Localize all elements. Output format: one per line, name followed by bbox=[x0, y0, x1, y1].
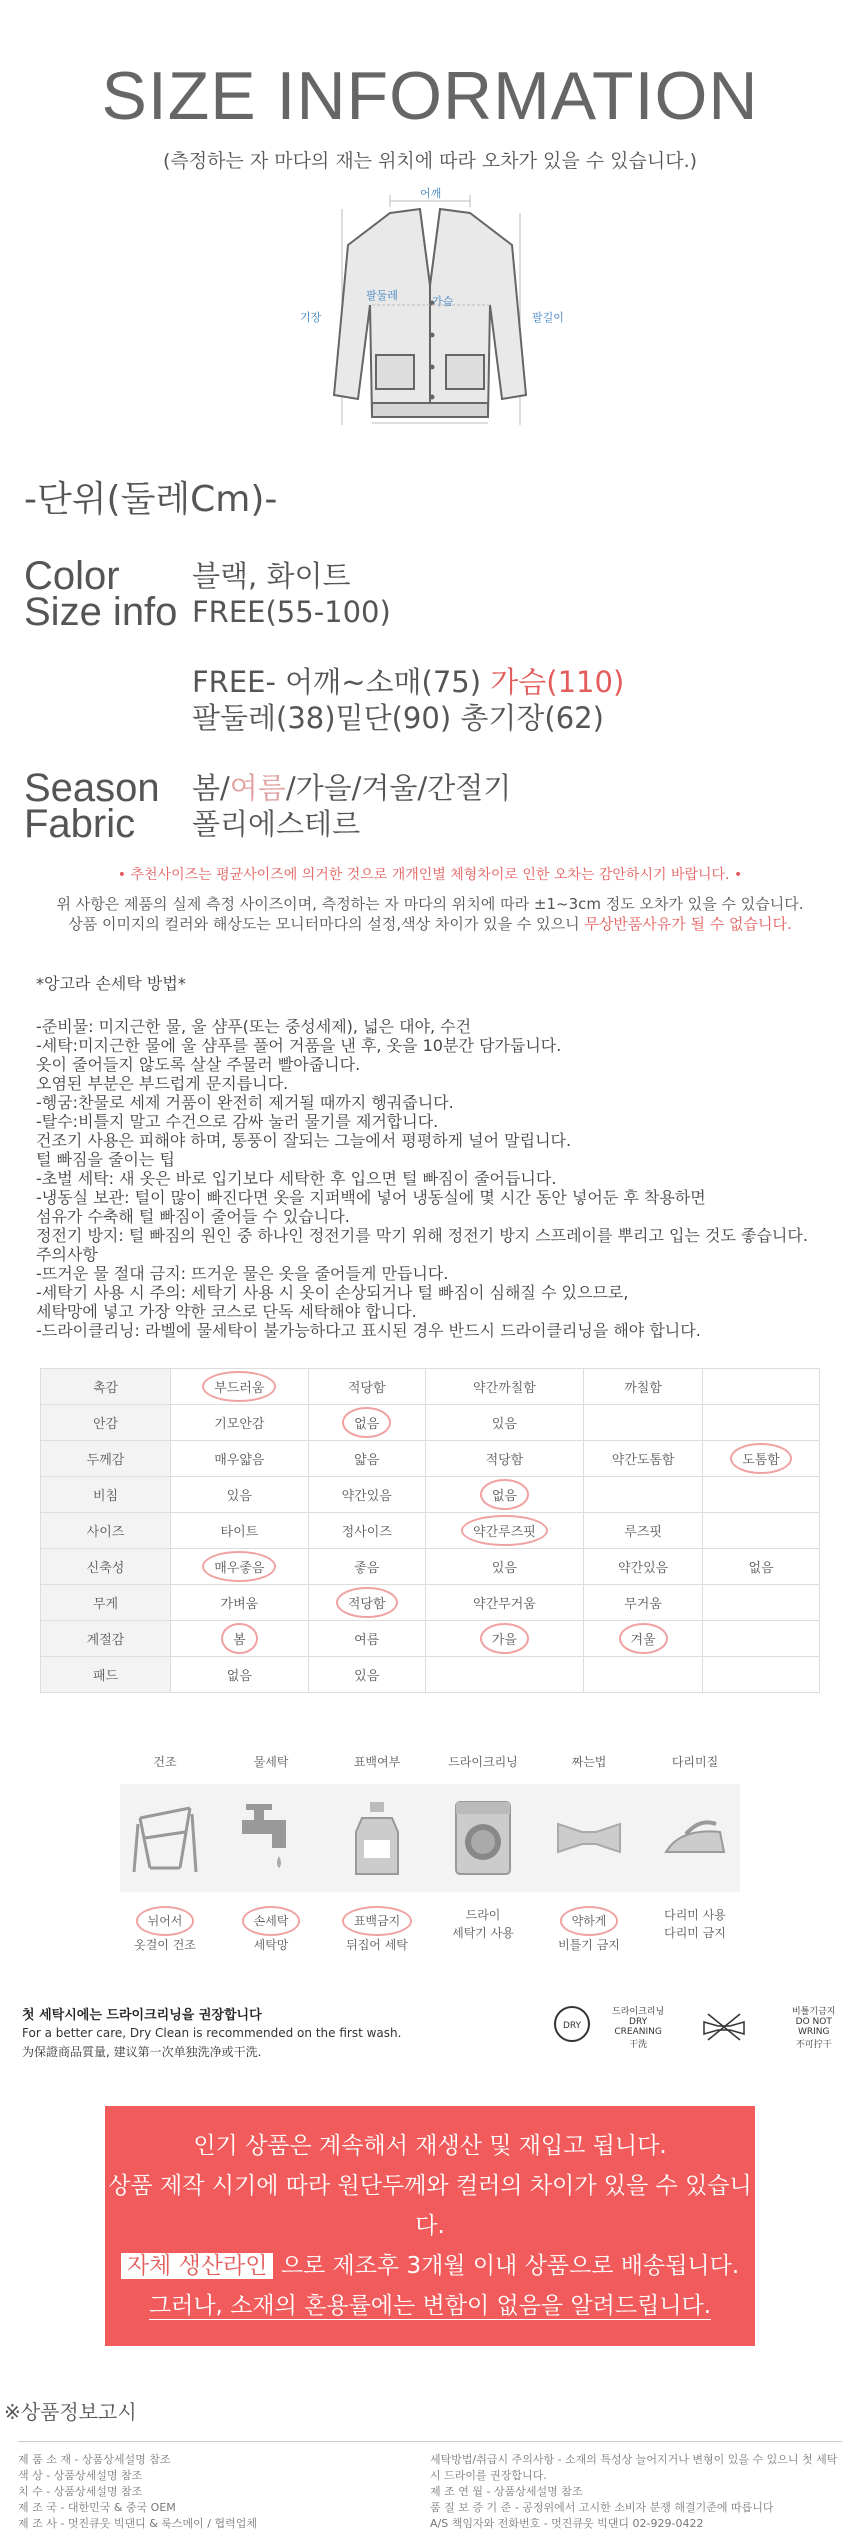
wash-line: 정전기 방지: 털 빠짐의 원인 중 하나인 정전기를 막기 위해 정전기 방지 스프레이를 뿌리고 입는 것도 좋습니다. bbox=[36, 1226, 808, 1245]
cardigan-size-diagram bbox=[280, 185, 580, 445]
product-info-table bbox=[18, 2441, 842, 2542]
info-line: 품 질 보 증 기 준 - 공정위에서 고시한 소비자 분쟁 해결기준에 따릅니다 bbox=[430, 2501, 774, 2514]
table-row bbox=[41, 1585, 820, 1621]
table-cell bbox=[308, 1657, 425, 1693]
table-cell bbox=[308, 1621, 425, 1657]
care-label: 짜는법 bbox=[571, 1755, 607, 1769]
row-label: 두께감 bbox=[41, 1441, 171, 1477]
drying-rack-icon bbox=[120, 1792, 210, 1884]
restock-highlight: 자체 생산라인 bbox=[121, 2253, 274, 2279]
fabric-value: 폴리에스테르 bbox=[192, 807, 361, 841]
info-line: 제 품 소 재 - 상품상세설명 참조 bbox=[18, 2453, 171, 2466]
selected-option: 봄 bbox=[221, 1623, 258, 1654]
table-cell bbox=[171, 1549, 309, 1585]
dry-clean-notice bbox=[22, 2004, 860, 2066]
care-option-text: 비틀기 금지 bbox=[558, 1938, 620, 1952]
size-key: Size info bbox=[24, 590, 178, 634]
spec-measure bbox=[24, 664, 860, 736]
size-notice-red: • 추천사이즈는 평균사이즈에 의거한 것으로 개개인별 체형차이로 인한 오차는 감안하시기 바랍니다. • bbox=[117, 867, 743, 883]
table-row bbox=[41, 1549, 820, 1585]
wash-line: 오염된 부분은 부드럽게 문지릅니다. bbox=[36, 1074, 289, 1093]
info-line: 세탁방법/취급시 주의사항 - 소재의 특성상 늘어지거나 변형이 있을 수 있으니 첫 세탁시 드라이를 권장합니다. bbox=[430, 2453, 838, 2482]
table-cell bbox=[584, 1405, 703, 1441]
spec-color bbox=[24, 554, 860, 598]
chest-label: 가슴 bbox=[432, 295, 454, 308]
row-label: 촉감 bbox=[41, 1369, 171, 1405]
care-label: 다리미질 bbox=[671, 1755, 719, 1769]
restock-notice bbox=[105, 2106, 755, 2346]
table-cell bbox=[308, 1477, 425, 1513]
restock-line1: 인기 상품은 계속해서 재생산 및 재입고 됩니다. bbox=[193, 2133, 667, 2159]
table-cell bbox=[425, 1549, 584, 1585]
care-option-text: 세탁기 사용 bbox=[452, 1926, 514, 1940]
table-cell bbox=[171, 1477, 309, 1513]
care-label: 드라이크리닝 bbox=[448, 1755, 518, 1769]
wring-label-4: 不可拧干 bbox=[795, 2040, 832, 2050]
wash-line: -뜨거운 물 절대 금지: 뜨거운 물은 옷을 줄어들게 만듭니다. bbox=[36, 1264, 449, 1283]
selected-option: 적당함 bbox=[336, 1587, 398, 1618]
row-label: 패드 bbox=[41, 1657, 171, 1693]
season-summer: 여름 bbox=[229, 771, 286, 805]
measure-line2: 팔둘레(38)밑단(90) 총기장(62) bbox=[192, 701, 604, 735]
shoulder-label: 어깨 bbox=[420, 187, 442, 200]
armhole-label: 팔둘레 bbox=[366, 289, 398, 302]
table-cell bbox=[425, 1513, 584, 1549]
selected-option: 매우좋음 bbox=[202, 1551, 276, 1582]
iron-icon bbox=[650, 1792, 740, 1884]
care-option-text: 다리미 사용 bbox=[664, 1908, 726, 1922]
table-cell bbox=[171, 1441, 309, 1477]
dry-clean-chinese: 为保證商品質量, 建议第一次单独洗净或干洗. bbox=[22, 2045, 262, 2059]
care-option bbox=[120, 1906, 210, 1954]
selected-option: 부드러움 bbox=[202, 1371, 276, 1402]
product-info-left bbox=[18, 2452, 430, 2532]
spec-season bbox=[24, 766, 860, 810]
care-option bbox=[226, 1906, 316, 1954]
wash-line: -드라이클리닝: 라벨에 물세탁이 불가능하다고 표시된 경우 반드시 드라이클리닝을 해야 합니다. bbox=[36, 1321, 701, 1340]
option: 약간있음 bbox=[617, 1561, 669, 1576]
table-cell bbox=[584, 1549, 703, 1585]
care-option-text: 세탁망 bbox=[253, 1938, 289, 1952]
table-cell bbox=[703, 1441, 820, 1477]
wash-line: 건조기 사용은 피해야 하며, 통풍이 잘되는 그늘에서 평평하게 널어 말립니다. bbox=[36, 1131, 572, 1150]
option: 루즈핏 bbox=[624, 1525, 662, 1540]
wash-line: 옷이 줄어들지 않도록 살살 주물러 빨아줍니다. bbox=[36, 1055, 361, 1074]
table-cell bbox=[425, 1477, 584, 1513]
row-label: 계절감 bbox=[41, 1621, 171, 1657]
table-row bbox=[41, 1513, 820, 1549]
notice-line2: 상품 이미지의 컬러와 해상도는 모니터마다의 설정,색상 차이가 있을 수 있으니 bbox=[68, 915, 585, 933]
wash-line: 털 빠짐을 줄이는 팁 bbox=[36, 1150, 175, 1169]
dry-circle-text: DRY bbox=[562, 2021, 582, 2031]
table-cell bbox=[171, 1657, 309, 1693]
table-cell bbox=[425, 1405, 584, 1441]
color-value: 블랙, 화이트 bbox=[192, 559, 351, 593]
care-option bbox=[332, 1906, 422, 1954]
selected-option: 도톰함 bbox=[730, 1443, 792, 1474]
care-icons bbox=[120, 1784, 740, 1892]
product-info-title: ※상품정보고시 bbox=[4, 2400, 137, 2424]
dry-clean-title: 첫 세탁시에는 드라이크리닝을 권장합니다 bbox=[22, 2008, 262, 2023]
table-cell bbox=[703, 1621, 820, 1657]
info-line: 색 상 - 상품상세설명 참조 bbox=[18, 2469, 143, 2482]
info-line: A/S 책임자와 전화번호 - 멋진큐웃 빅댄디 02-929-0422 bbox=[430, 2517, 704, 2530]
table-cell bbox=[425, 1585, 584, 1621]
restock-line4: 그러나, 소재의 혼용률에는 변함이 없음을 알려드립니다. bbox=[148, 2293, 712, 2319]
row-label: 무게 bbox=[41, 1585, 171, 1621]
wash-line: -헹굼:찬물로 세제 거품이 완전히 제거될 때까지 헹궈줍니다. bbox=[36, 1093, 454, 1112]
page-title: SIZE INFORMATION bbox=[101, 58, 759, 134]
care-option-text: 다리미 금지 bbox=[664, 1926, 726, 1940]
washing-machine-icon bbox=[438, 1792, 528, 1884]
option: 적당함 bbox=[485, 1453, 524, 1468]
care-option-text: 손세탁 bbox=[226, 1906, 316, 1936]
wring-label-3: WRING bbox=[797, 2027, 830, 2037]
wash-instructions bbox=[36, 974, 860, 1340]
size-value: FREE(55-100) bbox=[192, 595, 391, 629]
table-cell bbox=[308, 1585, 425, 1621]
table-row bbox=[41, 1621, 820, 1657]
option: 타이트 bbox=[220, 1525, 259, 1540]
selected-option: 없음 bbox=[342, 1407, 391, 1438]
option: 약간까칠함 bbox=[473, 1381, 536, 1396]
option: 있음 bbox=[354, 1669, 380, 1684]
table-cell bbox=[171, 1405, 309, 1441]
table-cell bbox=[584, 1585, 703, 1621]
wash-line: -준비물: 미지근한 물, 울 샴푸(또는 중성세제), 넓은 대야, 수건 bbox=[36, 1017, 472, 1036]
wash-line: -세탁기 사용 시 주의: 세탁기 사용 시 옷이 손상되거나 털 빠짐이 심해질 수 있으므로, bbox=[36, 1283, 629, 1302]
measure-line1: FREE- 어깨~소매(75) bbox=[192, 665, 491, 699]
table-cell bbox=[584, 1513, 703, 1549]
table-cell bbox=[703, 1369, 820, 1405]
option: 약간도톰함 bbox=[611, 1453, 675, 1468]
care-option bbox=[650, 1906, 740, 1954]
table-cell bbox=[584, 1369, 703, 1405]
option: 얇음 bbox=[354, 1453, 380, 1468]
wash-line: 섬유가 수축해 털 빠짐이 줄어들 수 있습니다. bbox=[36, 1207, 350, 1226]
table-cell bbox=[703, 1657, 820, 1693]
size-notice bbox=[0, 894, 860, 934]
table-row bbox=[41, 1657, 820, 1693]
selected-option: 없음 bbox=[480, 1479, 529, 1510]
product-info-right bbox=[430, 2452, 842, 2532]
selected-option: 약간루즈핏 bbox=[461, 1515, 548, 1546]
season-key: Season bbox=[24, 766, 160, 810]
table-row bbox=[41, 1369, 820, 1405]
table-cell bbox=[703, 1513, 820, 1549]
dry-clean-english: For a better care, Dry Clean is recommended on the first wash. bbox=[22, 2026, 402, 2040]
page-subtitle: (측정하는 자 마다의 재는 위치에 따라 오차가 있을 수 있습니다.) bbox=[162, 150, 698, 172]
table-cell bbox=[425, 1657, 584, 1693]
care-option bbox=[544, 1906, 634, 1954]
row-label: 사이즈 bbox=[41, 1513, 171, 1549]
care-option-text: 뒤집어 세탁 bbox=[346, 1938, 408, 1952]
care-options bbox=[120, 1906, 740, 1954]
length-label: 기장 bbox=[300, 311, 322, 324]
wring-cloth-icon bbox=[544, 1792, 634, 1884]
care-guide bbox=[120, 1753, 740, 1954]
fabric-feel-table bbox=[40, 1368, 820, 1693]
fabric-key: Fabric bbox=[24, 802, 136, 846]
info-line: 제 조 연 월 - 상품상세설명 참조 bbox=[430, 2485, 583, 2498]
table-cell bbox=[703, 1405, 820, 1441]
care-option-text: 표백금지 bbox=[332, 1906, 422, 1936]
row-label: 비침 bbox=[41, 1477, 171, 1513]
table-cell bbox=[584, 1657, 703, 1693]
dry-clean-label bbox=[612, 2004, 664, 2050]
wash-line: -냉동실 보관: 털이 많이 빠진다면 옷을 지퍼백에 넣어 냉동실에 몇 시간 동안 넣어둔 후 착용하면 bbox=[36, 1188, 706, 1207]
wash-line: -탈수:비틀지 말고 수건으로 감싸 눌러 물기를 제거합니다. bbox=[36, 1112, 439, 1131]
option: 약간무거움 bbox=[473, 1597, 536, 1612]
restock-line2: 상품 제작 시기에 따라 원단두께와 컬러의 차이가 있을 수 있습니다. bbox=[108, 2173, 752, 2239]
option: 정사이즈 bbox=[341, 1525, 392, 1540]
table-cell bbox=[703, 1549, 820, 1585]
table-cell bbox=[171, 1621, 309, 1657]
table-cell bbox=[584, 1621, 703, 1657]
table-row bbox=[41, 1441, 820, 1477]
info-line: 제 조 국 - 대한민국 & 중국 OEM bbox=[18, 2501, 176, 2514]
table-cell bbox=[308, 1441, 425, 1477]
option: 좋음 bbox=[354, 1561, 380, 1576]
dry-label-4: 干洗 bbox=[629, 2040, 648, 2050]
wash-heading: *앙고라 손세탁 방법* bbox=[36, 974, 186, 993]
table-cell bbox=[308, 1513, 425, 1549]
info-line: 치 수 - 상품상세설명 참조 bbox=[18, 2485, 143, 2498]
table-row bbox=[41, 1477, 820, 1513]
care-label: 물세탁 bbox=[253, 1755, 289, 1769]
option: 무거움 bbox=[624, 1597, 662, 1612]
care-labels bbox=[120, 1753, 740, 1770]
sleeve-label: 팔길이 bbox=[532, 311, 564, 324]
selected-option: 겨울 bbox=[619, 1623, 668, 1654]
care-option-text: 드라이 bbox=[465, 1908, 501, 1922]
measure-chest: 가슴(110) bbox=[490, 665, 625, 699]
care-label: 표백여부 bbox=[353, 1755, 401, 1769]
bleach-bottle-icon bbox=[332, 1792, 422, 1884]
wring-label-1: 비틀기금지 bbox=[792, 2007, 836, 2017]
table-cell bbox=[425, 1621, 584, 1657]
care-option-text: 약하게 bbox=[544, 1906, 634, 1936]
dry-label-1: 드라이크리닝 bbox=[612, 2007, 665, 2017]
option: 까칠함 bbox=[624, 1381, 662, 1396]
wash-line: 주의사항 bbox=[36, 1245, 98, 1264]
table-cell bbox=[584, 1441, 703, 1477]
season-rest: /가을/겨울/간절기 bbox=[285, 771, 512, 805]
table-cell bbox=[171, 1513, 309, 1549]
table-row bbox=[41, 1405, 820, 1441]
option: 가벼움 bbox=[220, 1597, 259, 1612]
selected-option: 가을 bbox=[480, 1623, 529, 1654]
option: 기모안감 bbox=[214, 1417, 265, 1432]
unit-label: -단위(둘레Cm)- bbox=[24, 479, 278, 520]
row-label: 신축성 bbox=[41, 1549, 171, 1585]
wash-lines bbox=[36, 1017, 860, 1340]
no-wring-icon bbox=[702, 2012, 746, 2045]
table-cell bbox=[425, 1441, 584, 1477]
table-cell bbox=[171, 1369, 309, 1405]
faucet-icon bbox=[226, 1792, 316, 1884]
table-cell bbox=[584, 1477, 703, 1513]
notice-line1: 위 사항은 제품의 실제 측정 사이즈이며, 측정하는 자 마다의 위치에 따라 ±1~3cm 정도 오차가 있을 수 있습니다. bbox=[56, 895, 804, 913]
color-key: Color bbox=[24, 554, 120, 598]
row-label: 안감 bbox=[41, 1405, 171, 1441]
option: 없음 bbox=[748, 1561, 774, 1576]
spec-size bbox=[24, 590, 860, 634]
care-option bbox=[438, 1906, 528, 1954]
dry-clean-circle-icon bbox=[552, 2004, 592, 2047]
table-cell bbox=[703, 1477, 820, 1513]
spec-fabric bbox=[24, 802, 860, 846]
season-spring: 봄/ bbox=[192, 771, 230, 805]
table-cell bbox=[308, 1549, 425, 1585]
care-option-text: 옷걸이 건조 bbox=[134, 1938, 196, 1952]
info-line: 제 조 사 - 멋진큐웃 빅댄디 & 룩스메이 / 협력업체 bbox=[18, 2517, 257, 2530]
wash-line: -세탁:미지근한 물에 울 샴푸를 풀어 거품을 낸 후, 옷을 10분간 담가둡니다. bbox=[36, 1036, 562, 1055]
restock-line3: 으로 제조후 3개월 이내 상품으로 배송됩니다. bbox=[273, 2253, 740, 2279]
table-cell bbox=[308, 1405, 425, 1441]
wring-label-2: DO NOT bbox=[795, 2017, 832, 2027]
table-cell bbox=[425, 1369, 584, 1405]
option: 약간있음 bbox=[341, 1489, 392, 1504]
no-wring-label bbox=[792, 2004, 835, 2050]
table-cell bbox=[703, 1585, 820, 1621]
dry-label-2: DRY bbox=[629, 2017, 648, 2027]
wash-line: -초벌 세탁: 새 옷은 바로 입기보다 세탁한 후 입으면 털 빠짐이 줄어듭니다. bbox=[36, 1169, 557, 1188]
option: 매우얇음 bbox=[214, 1453, 265, 1468]
care-option-text: 뉘어서 bbox=[120, 1906, 210, 1936]
option: 있음 bbox=[226, 1489, 252, 1504]
option: 여름 bbox=[354, 1633, 380, 1648]
option: 적당함 bbox=[347, 1381, 386, 1396]
table-cell bbox=[308, 1369, 425, 1405]
care-label: 건조 bbox=[153, 1755, 177, 1769]
notice-line2-red: 무상반품사유가 될 수 없습니다. bbox=[584, 915, 792, 933]
option: 없음 bbox=[226, 1669, 252, 1684]
table-cell bbox=[171, 1585, 309, 1621]
wash-line: 세탁망에 넣고 가장 약한 코스로 단독 세탁해야 합니다. bbox=[36, 1302, 417, 1321]
option: 있음 bbox=[491, 1417, 517, 1432]
option: 있음 bbox=[491, 1561, 517, 1576]
dry-label-3: CREANING bbox=[614, 2027, 662, 2037]
